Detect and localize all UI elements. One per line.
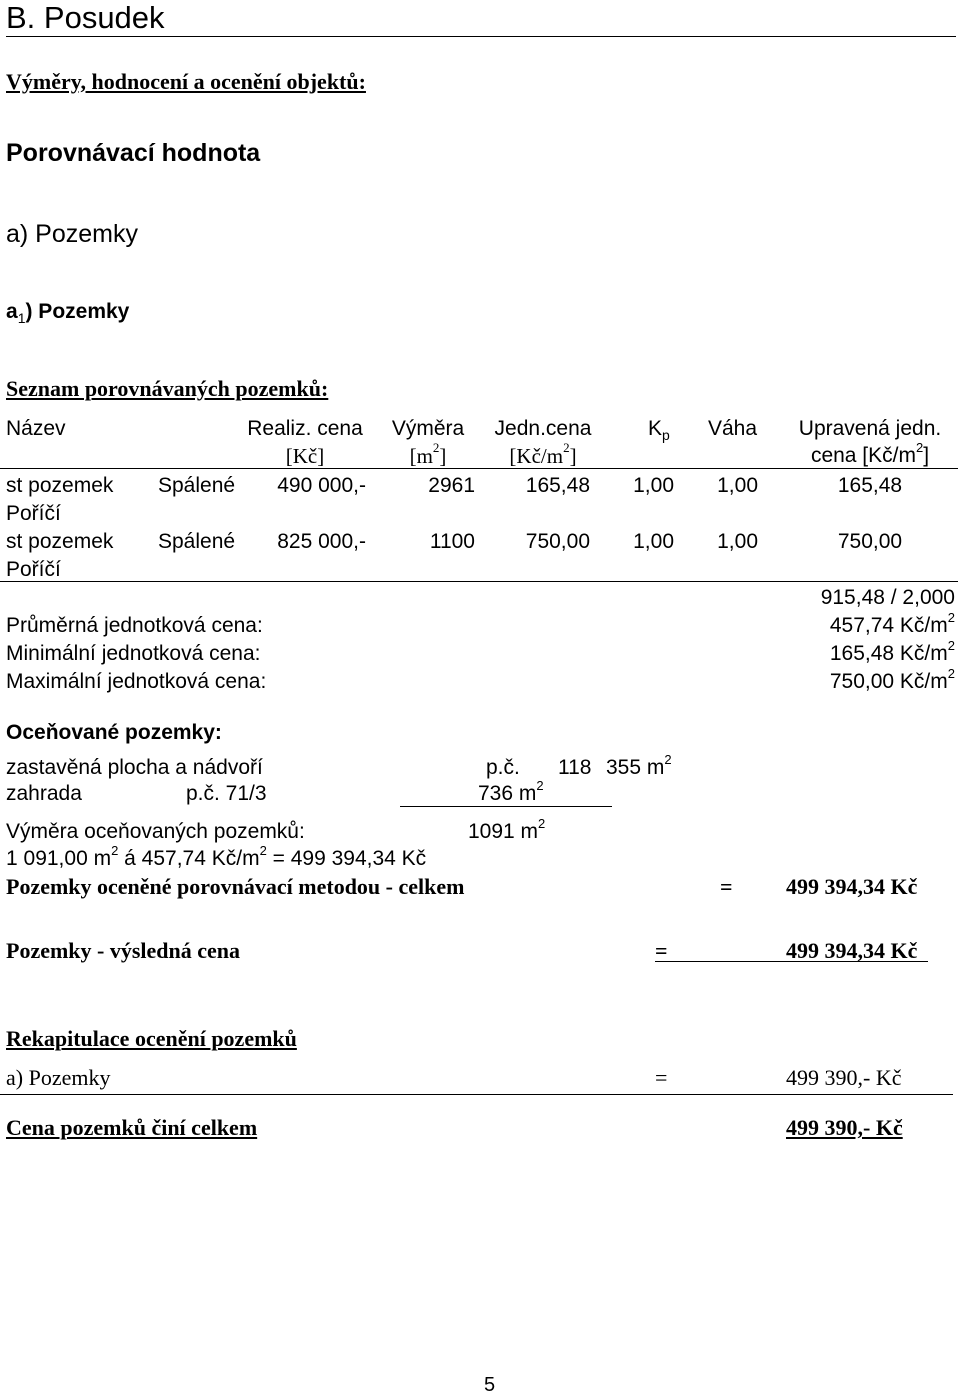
- header-adjusted-line2: [790, 440, 950, 468]
- row-weight: 1,00: [717, 530, 758, 553]
- calc-sup1: 2: [111, 843, 119, 858]
- valued-row2-area-sup: 2: [536, 778, 544, 793]
- header-name: Název: [6, 417, 66, 440]
- recap-rule: [0, 1094, 953, 1095]
- header-price-line2: [Kč]: [285, 444, 325, 468]
- row-adjusted: 165,48: [837, 474, 903, 497]
- stat-value-average: [700, 610, 955, 638]
- comparison-list-title: Seznam porovnávaných pozemků:: [6, 376, 329, 401]
- valued-row1-area-text: 355 m: [606, 756, 665, 779]
- header-unit-line1: Jedn.cena: [494, 417, 592, 440]
- result-label: Pozemky - výsledná cena: [6, 938, 241, 963]
- row-name-a: st pozemek: [6, 530, 114, 553]
- subsub-prefix: a: [6, 300, 18, 323]
- stat-label-minimum: Minimální jednotková cena:: [6, 642, 261, 665]
- valued-row2-label: zahrada: [6, 782, 82, 805]
- valued-row2-area: [478, 778, 544, 806]
- header-kp-main: K: [648, 417, 663, 440]
- subsubsection-heading: [6, 300, 129, 326]
- valued-row1-area-sup: 2: [664, 752, 672, 767]
- calc-part2: á 457,74 Kč/m: [118, 847, 260, 870]
- stat-value-minimum-sup: 2: [947, 638, 955, 653]
- header-unit-line2: [488, 440, 598, 469]
- header-adjusted-sup: 2: [915, 440, 924, 455]
- calculation-line: [6, 843, 427, 871]
- result-value: 499 394,34 Kč: [786, 938, 918, 963]
- stat-label-average: Průměrná jednotková cena:: [6, 614, 263, 637]
- valued-row1-label: zastavěná plocha a nádvoří: [6, 756, 263, 779]
- valued-total-area: [468, 816, 546, 844]
- header-area-unit: [m: [409, 444, 433, 468]
- recap-title: Rekapitulace ocenění pozemků: [6, 1026, 297, 1051]
- main-heading: Porovnávací hodnota: [6, 139, 261, 167]
- header-unit-unit: [Kč/m: [509, 444, 564, 468]
- subtitle: Výměry, hodnocení a ocenění objektů:: [6, 69, 366, 94]
- header-price-line1: Realiz. cena: [247, 417, 363, 440]
- recap-row-equals: =: [655, 1065, 668, 1090]
- page-number: 5: [484, 1374, 496, 1396]
- row-area: 1100: [429, 530, 475, 553]
- header-adjusted-close: ]: [923, 444, 930, 467]
- grand-total-label: Cena pozemků činí celkem: [6, 1115, 258, 1140]
- method-total-label: Pozemky oceněné porovnávací metodou - celkem: [6, 874, 465, 899]
- subsub-rest: ) Pozemky: [25, 300, 130, 323]
- calc-part1: 1 091,00 m: [6, 847, 112, 870]
- row-kp: 1,00: [633, 530, 674, 553]
- grand-total-value: 499 390,- Kč: [786, 1115, 903, 1140]
- valued-row2-parcel: p.č. 71/3: [186, 782, 267, 805]
- header-area-sup: 2: [432, 440, 440, 455]
- method-total-value: 499 394,34 Kč: [786, 874, 918, 899]
- stat-value-maximum: [700, 666, 955, 694]
- valued-total-label: Výměra oceňovaných pozemků:: [6, 820, 305, 843]
- header-unit-close: ]: [569, 444, 577, 468]
- row-name-b: Spálené: [158, 474, 236, 497]
- valued-row2-area-text: 736 m: [478, 782, 537, 805]
- calc-part3: = 499 394,34 Kč: [266, 847, 427, 870]
- header-adjusted-line1: Upravená jedn.: [798, 417, 942, 440]
- stat-value-maximum-sup: 2: [947, 666, 955, 681]
- valued-total-area-text: 1091 m: [468, 820, 539, 843]
- sum-line: 915,48 / 2,000: [820, 586, 955, 609]
- header-unit-sup: 2: [563, 440, 570, 455]
- row-name-c: Poříčí: [6, 502, 61, 525]
- stat-value-average-sup: 2: [947, 610, 955, 625]
- table-bottom-rule: [0, 581, 958, 582]
- recap-row-label: a) Pozemky: [6, 1065, 111, 1090]
- row-kp: 1,00: [633, 474, 674, 497]
- header-kp: [648, 417, 670, 443]
- valued-lands-title: Oceňované pozemky:: [6, 721, 222, 744]
- header-area-line2: [380, 440, 476, 469]
- title-rule: [6, 36, 956, 37]
- valued-row1-parcel-prefix: p.č.: [486, 756, 520, 779]
- header-rule: [0, 468, 958, 469]
- row-name-b: Spálené: [158, 530, 236, 553]
- stat-value-minimum-text: 165,48 Kč/m: [829, 642, 948, 665]
- stat-value-maximum-text: 750,00 Kč/m: [829, 670, 948, 693]
- valued-row1-area: [606, 752, 672, 780]
- valued-row1-parcel: 118: [558, 756, 592, 779]
- header-area-line1: Výměra: [391, 417, 465, 440]
- result-underline: [655, 961, 928, 962]
- row-adjusted: 750,00: [837, 530, 903, 553]
- header-weight: Váha: [708, 417, 758, 440]
- calc-sup2: 2: [259, 843, 267, 858]
- row-weight: 1,00: [717, 474, 758, 497]
- row-name-c: Poříčí: [6, 558, 61, 581]
- row-unit-price: 750,00: [525, 530, 590, 553]
- stat-value-average-text: 457,74 Kč/m: [829, 614, 948, 637]
- result-equals: =: [655, 938, 668, 963]
- row-name-a: st pozemek: [6, 474, 114, 497]
- row-area: 2961: [428, 474, 475, 497]
- header-kp-sub: p: [662, 427, 670, 444]
- header-area-close: ]: [439, 444, 447, 468]
- row-price: 490 000,-: [277, 474, 366, 497]
- valued-total-area-sup: 2: [538, 816, 546, 831]
- header-adjusted-unit: cena [Kč/m: [810, 444, 916, 467]
- method-total-equals: =: [720, 874, 733, 899]
- stat-value-minimum: [700, 638, 955, 666]
- recap-row-value: 499 390,- Kč: [786, 1065, 902, 1090]
- section-title: B. Posudek: [6, 0, 165, 35]
- row-price: 825 000,-: [277, 530, 366, 553]
- row-unit-price: 165,48: [525, 474, 590, 497]
- subsection-heading: a) Pozemky: [6, 220, 138, 248]
- subsub-index: 1: [17, 310, 26, 327]
- stat-label-maximum: Maximální jednotková cena:: [6, 670, 267, 693]
- valued-sum-rule: [400, 806, 612, 807]
